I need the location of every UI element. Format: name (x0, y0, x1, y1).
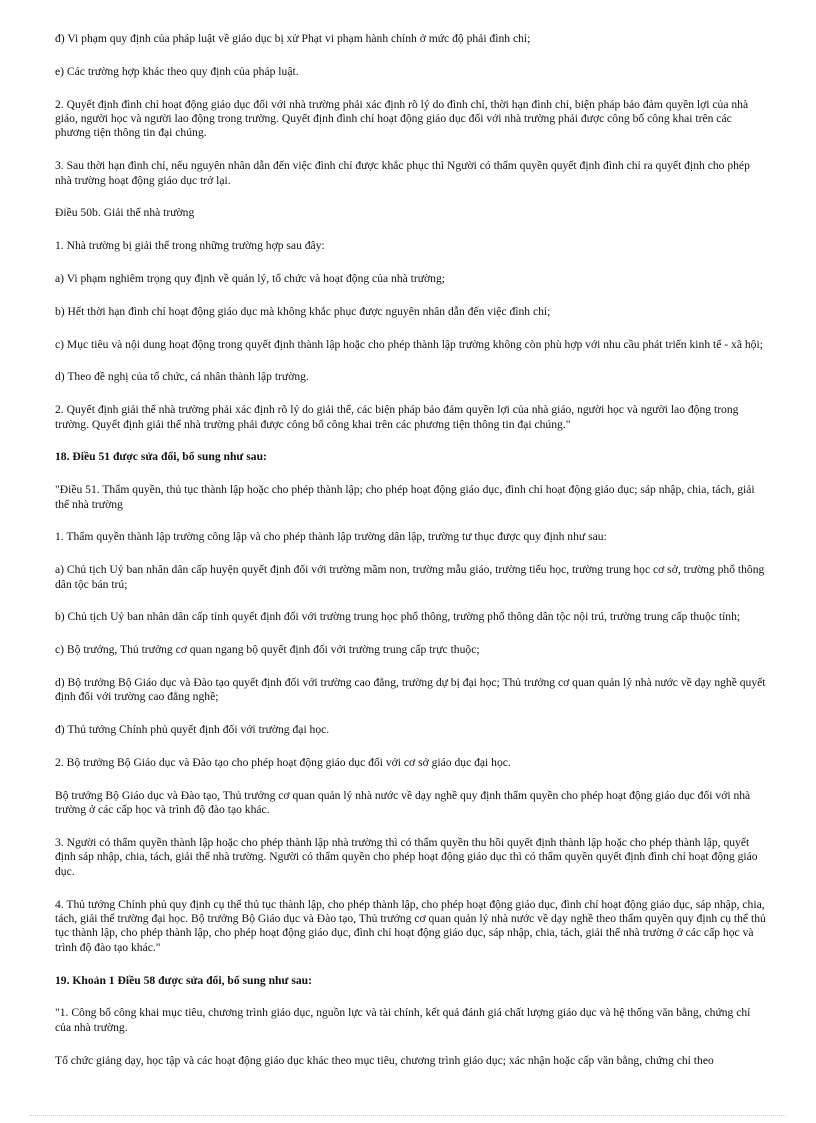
paragraph-51-khoan-4: 4. Thủ tướng Chính phủ quy định cụ thể thủ tục thành lập, cho phép thành lập, cho phép hoạt động giáo dục, đình chỉ hoạt động giáo dục, sáp nhập, chia, tách, giải thể trường đại học. Bộ trưởng Bộ Giáo dục và Đào tạo, Thủ trưởng cơ quan quản lý nhà nước về dạy nghề theo thẩm quyền quy định cụ thể thủ tục thành lập, cho phép thành lập, cho phép hoạt động giáo dục, đình chỉ hoạt động giáo dục, sáp nhập, chia, tách, giải thể nhà trường ở các cấp học và trình độ đào tạo khác." (55, 897, 766, 954)
paragraph-51-khoan-1: 1. Thẩm quyền thành lập trường công lập và cho phép thành lập trường dân lập, trường tư thục được quy định như sau: (55, 530, 607, 544)
paragraph-50b-khoan-2: 2. Quyết định giải thể nhà trường phải xác định rõ lý do giải thể, các biện pháp bảo đảm quyền lợi của nhà giáo, người học và người lao động trong trường. Quyết định giải thể nhà trường phải được công bố công khai trên các phương tiện thông tin đại chúng." (55, 403, 739, 431)
paragraph-51-diem-b: b) Chủ tịch Uỷ ban nhân dân cấp tỉnh quyết định đối với trường trung học phổ thông, trường phổ thông dân tộc nội trú, trường trung cấp thuộc tỉnh; (55, 610, 741, 624)
paragraph-51-diem-dd: đ) Thủ tướng Chính phủ quyết định đối với trường đại học. (55, 723, 330, 737)
section-heading-19: 19. Khoản 1 Điều 58 được sửa đổi, bổ sung như sau: (55, 973, 312, 987)
paragraph-51-khoan-2-cont: Bộ trưởng Bộ Giáo dục và Đào tạo, Thủ trưởng cơ quan quản lý nhà nước về dạy nghề quy định thẩm quyền cho phép hoạt động giáo dục đối với nhà trường ở các cấp học và trình độ đào tạo khác. (55, 788, 751, 817)
paragraph-50b-diem-b: b) Hết thời hạn đình chỉ hoạt động giáo dục mà không khắc phục được nguyên nhân dẫn đến việc đình chỉ; (55, 304, 551, 318)
paragraph-58-to-chuc: Tổ chức giảng dạy, học tập và các hoạt động giáo dục khác theo mục tiêu, chương trình giáo dục; xác nhận hoặc cấp văn bằng, chứng chỉ theo (55, 1053, 714, 1067)
article-title-51: "Điều 51. Thẩm quyền, thủ tục thành lập hoặc cho phép thành lập; cho phép hoạt động giáo dục, đình chỉ hoạt động giáo dục; sáp nhập, chia, tách, giải thể nhà trường (55, 483, 755, 511)
paragraph-khoan-2-dinh-chi: 2. Quyết định đình chỉ hoạt động giáo dục đối với nhà trường phải xác định rõ lý do đình chỉ, thời hạn đình chỉ, biện pháp bảo đảm quyền lợi của nhà giáo, người học và người lao động trong trường. Quyết định đình chỉ hoạt động giáo dục đối với nhà trường phải được công bố công khai trên các phương tiện thông tin đại chúng. (55, 97, 749, 140)
paragraph-51-khoan-3: 3. Người có thẩm quyền thành lập hoặc cho phép thành lập nhà trường thì có thẩm quyền thu hồi quyết định thành lập hoặc cho phép thành lập, quyết định sáp nhập, chia, tách, giải thể nhà trường. Người có thẩm quyền cho phép hoạt động giáo dục thì có thẩm quyền quyết định đình chỉ hoạt động giáo dục. (55, 835, 758, 878)
paragraph-diem-d-vi-pham: đ) Vi phạm quy định của pháp luật về giáo dục bị xử Phạt vi phạm hành chính ở mức độ phải đình chỉ; (55, 32, 531, 45)
paragraph-58-khoan-1: "1. Công bố công khai mục tiêu, chương trình giáo dục, nguồn lực và tài chính, kết quả đánh giá chất lượng giáo dục và hệ thống văn bằng, chứng chỉ của nhà trường. (55, 1006, 751, 1034)
paragraph-50b-khoan-1: 1. Nhà trường bị giải thể trong những trường hợp sau đây: (55, 239, 325, 253)
document-page (55, 32, 767, 1086)
article-title-50b: Điều 50b. Giải thể nhà trường (55, 206, 195, 220)
page-bottom-divider (30, 1115, 786, 1116)
paragraph-51-diem-d: d) Bộ trưởng Bộ Giáo dục và Đào tạo quyết định đối với trường cao đẳng, trường dự bị đại học; Thủ trưởng cơ quan quản lý nhà nước về dạy nghề quyết định đối với trường cao đẳng nghề; (55, 675, 766, 704)
paragraph-diem-e: e) Các trường hợp khác theo quy định của pháp luật. (55, 64, 299, 78)
paragraph-51-khoan-2: 2. Bộ trưởng Bộ Giáo dục và Đào tạo cho phép hoạt động giáo dục đối với cơ sở giáo dục đại học. (55, 755, 511, 769)
paragraph-50b-diem-d: d) Theo đề nghị của tổ chức, cá nhân thành lập trường. (55, 370, 309, 384)
paragraph-khoan-3-dinh-chi: 3. Sau thời hạn đình chỉ, nếu nguyên nhân dẫn đến việc đình chỉ được khắc phục thì Người có thẩm quyền quyết định đình chỉ ra quyết định cho phép nhà trường hoạt động giáo dục trở lại. (55, 159, 750, 187)
paragraph-51-diem-a: a) Chủ tịch Uỷ ban nhân dân cấp huyện quyết định đối với trường mầm non, trường mẫu giáo, trường tiểu học, trường trung học cơ sở, trường phổ thông dân tộc bán trú; (55, 563, 765, 591)
paragraph-51-diem-c: c) Bộ trưởng, Thủ trưởng cơ quan ngang bộ quyết định đối với trường trung cấp trực thuộc; (55, 643, 480, 657)
paragraph-50b-diem-a: a) Vi phạm nghiêm trọng quy định về quản lý, tổ chức và hoạt động của nhà trường; (55, 272, 445, 285)
paragraph-50b-diem-c: c) Mục tiêu và nội dung hoạt động trong quyết định thành lập hoặc cho phép thành lập trường không còn phù hợp với nhu cầu phát triển kinh tế - xã hội; (55, 337, 763, 351)
section-heading-18: 18. Điều 51 được sửa đổi, bổ sung như sau: (55, 450, 267, 464)
